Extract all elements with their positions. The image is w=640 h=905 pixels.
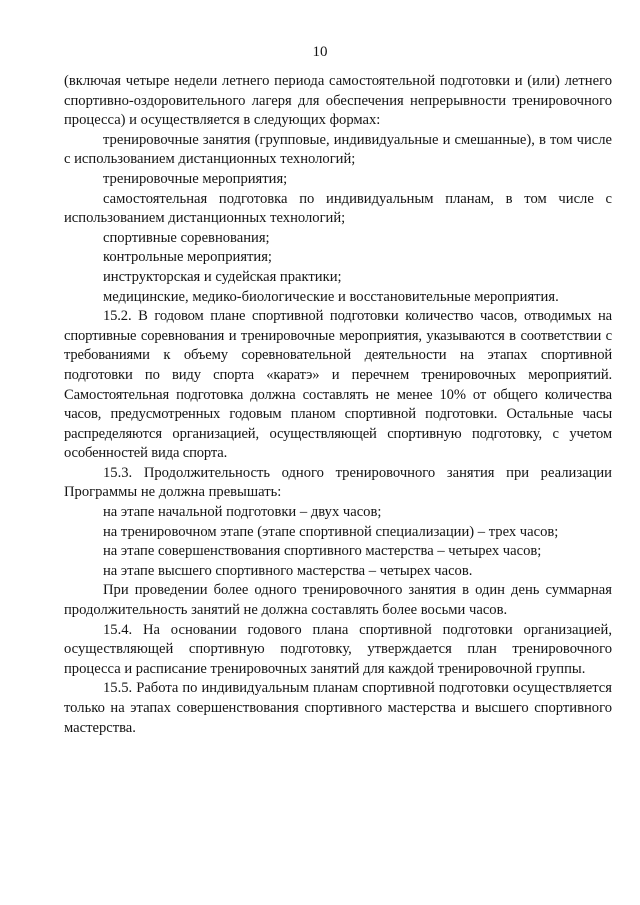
page-number: 10 [312,44,328,60]
duration-item-higher-stage: на этапе высшего спортивного мастерства – четырех часов. [103,562,473,579]
paragraph-15-3: 15.3. Продолжительность одного тренировочного занятия при реализации Программы не должна превышать: [64,464,612,501]
form-item-control-events: контрольные мероприятия; [103,249,272,266]
duration-item-initial-stage: на этапе начальной подготовки – двух часов; [103,504,382,521]
duration-item-improvement-stage: на этапе совершенствования спортивного мастерства – четырех часов; [103,543,542,560]
document-body [64,72,612,738]
form-item-training-events: тренировочные мероприятия; [103,170,288,187]
paragraph-15-4: 15.4. На основании годового плана спортивной подготовки организацией, осуществляющей спортивную подготовку, утверждается план тренировочного процесса и расписание тренировочных занятий для каждой тренировочной группы. [64,621,612,677]
form-item-self-training: самостоятельная подготовка по индивидуальным планам, в том числе с использованием дистанционных технологий; [64,190,612,227]
paragraph-15-5: 15.5. Работа по индивидуальным планам спортивной подготовки осуществляется только на этапах совершенствования спортивного мастерства и высшего спортивного мастерства. [64,680,612,736]
duration-item-training-stage: на тренировочном этапе (этапе спортивной специализации) – трех часов; [103,523,559,540]
paragraph-15-2: 15.2. В годовом плане спортивной подготовки количество часов, отводимых на спортивные соревнования и тренировочные мероприятия, указываются в соответствии с требованиями к объему соревновательной деятельности на этапах спортивной подготовки по виду спорта «каратэ» и перечнем тренировочных мероприятий. Самостоятельная подготовка должна составлять не менее 10% от общего количества часов, предусмотренных годовым планом спортивной подготовки. Остальные часы распределяются организацией, осуществляющей спортивную подготовку, с учетом особенностей вида спорта. [64,308,612,462]
paragraph-continuation: (включая четыре недели летнего периода самостоятельной подготовки и (или) летнего спортивно-оздоровительного лагеря для обеспечения непрерывности тренировочного процесса) и осуществляется в следующих формах: [64,73,612,129]
form-item-instructor-practice: инструкторская и судейская практики; [103,268,342,285]
form-item-competitions: спортивные соревнования; [103,229,270,246]
form-item-medical-events: медицинские, медико-биологические и восстановительные мероприятия. [103,288,559,305]
paragraph-daily-limit: При проведении более одного тренировочного занятия в один день суммарная продолжительность занятий не должна составлять более восьми часов. [64,582,612,619]
form-item-training-sessions: тренировочные занятия (групповые, индивидуальные и смешанные), в том числе с использованием дистанционных технологий; [64,131,612,168]
